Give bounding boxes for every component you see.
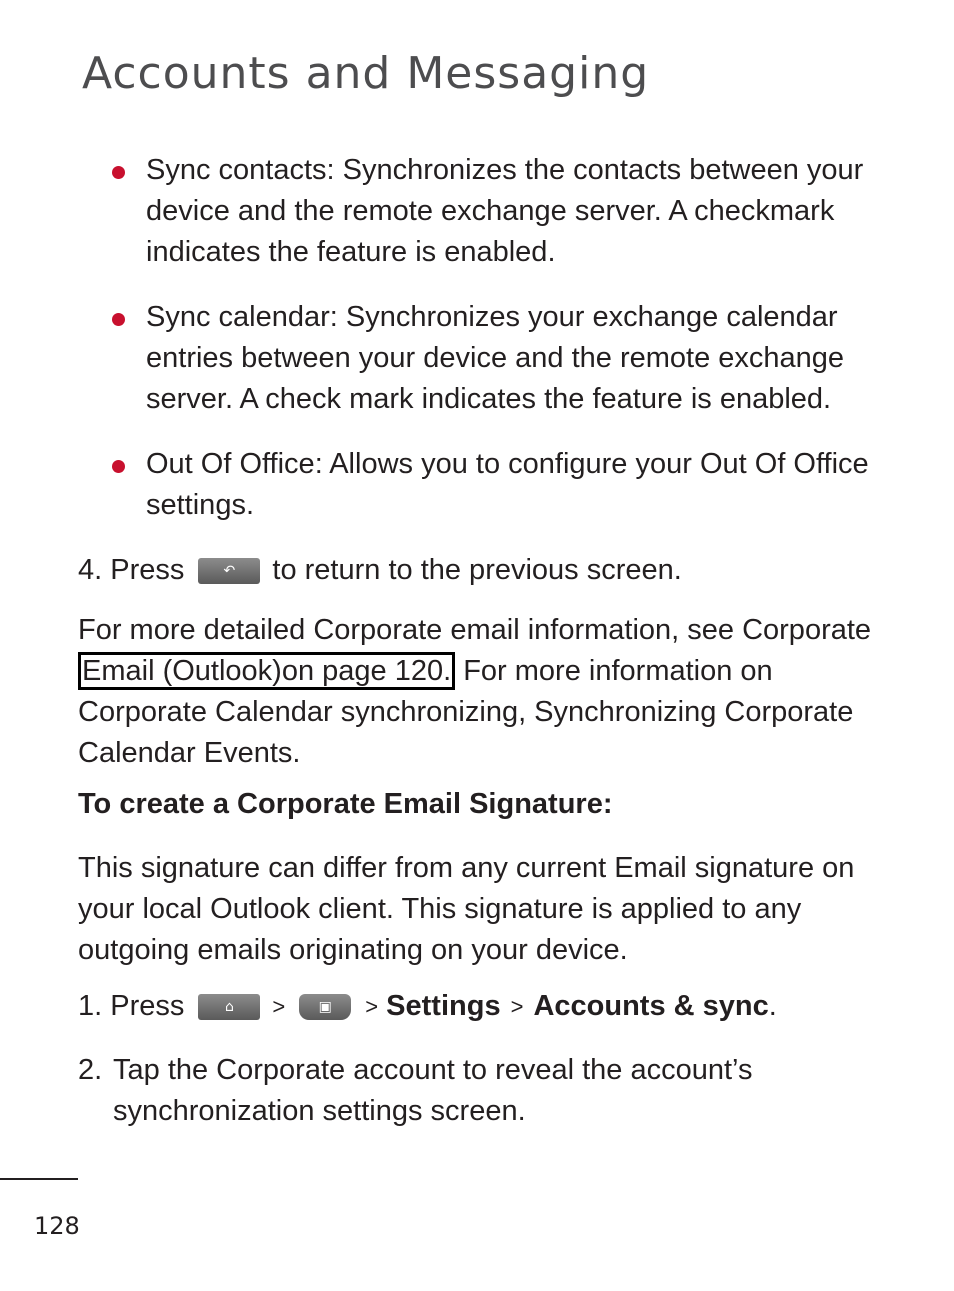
step-period: . [768,990,777,1022]
page-title: Accounts and Messaging [82,48,650,99]
bullet-text: Synchronizes the contacts between your device and the remote exchange server. A checkmark indicates the feature is enabled. [146,154,864,268]
signature-paragraph: This signature can differ from any current Email signature on your local Outlook client. This signature is applied to any outgoing emails originating on your device. [78,852,855,966]
corporate-info-paragraph [78,610,888,774]
bullet-dot [112,166,125,179]
bullet-text: : Synchronizes your exchange calendar entries between your device and the remote exchange server. A check mark indicates the feature is enabled. [146,301,845,415]
step-text: to return to the previous screen. [272,554,682,586]
step-press-label: Press [110,990,185,1022]
bullet-term: Sync calendar [146,301,330,333]
separator-arrow: > [365,994,379,1019]
bullet-dot [112,313,125,326]
back-icon: ↶ [223,562,236,579]
settings-label: Settings [386,990,501,1022]
bullet-term: Sync contacts: [146,154,335,186]
step-1 [78,986,777,1027]
paragraph-text: For more detailed Corporate email information, see Corporate [78,614,872,646]
page-number: 128 [34,1212,80,1240]
menu-key-button [299,994,351,1020]
bullet-text: : Allows you to configure your Out Of Office settings. [146,448,869,521]
bullet-term: Out Of Office [146,448,315,480]
back-key-button [198,558,260,584]
step-number: 1. [78,990,103,1022]
bullet-out-of-office [112,444,882,526]
bullet-sync-contacts [112,150,882,273]
bullet-dot [112,460,125,473]
step-number: 2. [78,1054,103,1086]
page-reference-link[interactable]: Email (Outlook)on page 120. [78,652,455,690]
footer-rule [0,1178,78,1180]
step-text: Tap the Corporate account to reveal the account’s synchronization settings screen. [113,1054,753,1127]
accounts-sync-label: Accounts & sync [533,990,769,1022]
step-2 [78,1050,878,1132]
menu-icon: ▣ [318,998,332,1015]
bullet-sync-calendar [112,297,882,420]
step-number: 4. [78,554,103,586]
home-icon: ⌂ [224,998,234,1015]
home-key-button [198,994,260,1020]
separator-arrow: > [272,994,286,1019]
separator-arrow: > [510,994,524,1019]
step-press-label: Press [110,554,185,586]
paragraph-text: For more information on Corporate Calendar synchronizing, Synchronizing Corporate Calendar Events. [78,655,854,769]
step-4 [78,550,682,591]
section-heading: To create a Corporate Email Signature: [78,788,613,820]
